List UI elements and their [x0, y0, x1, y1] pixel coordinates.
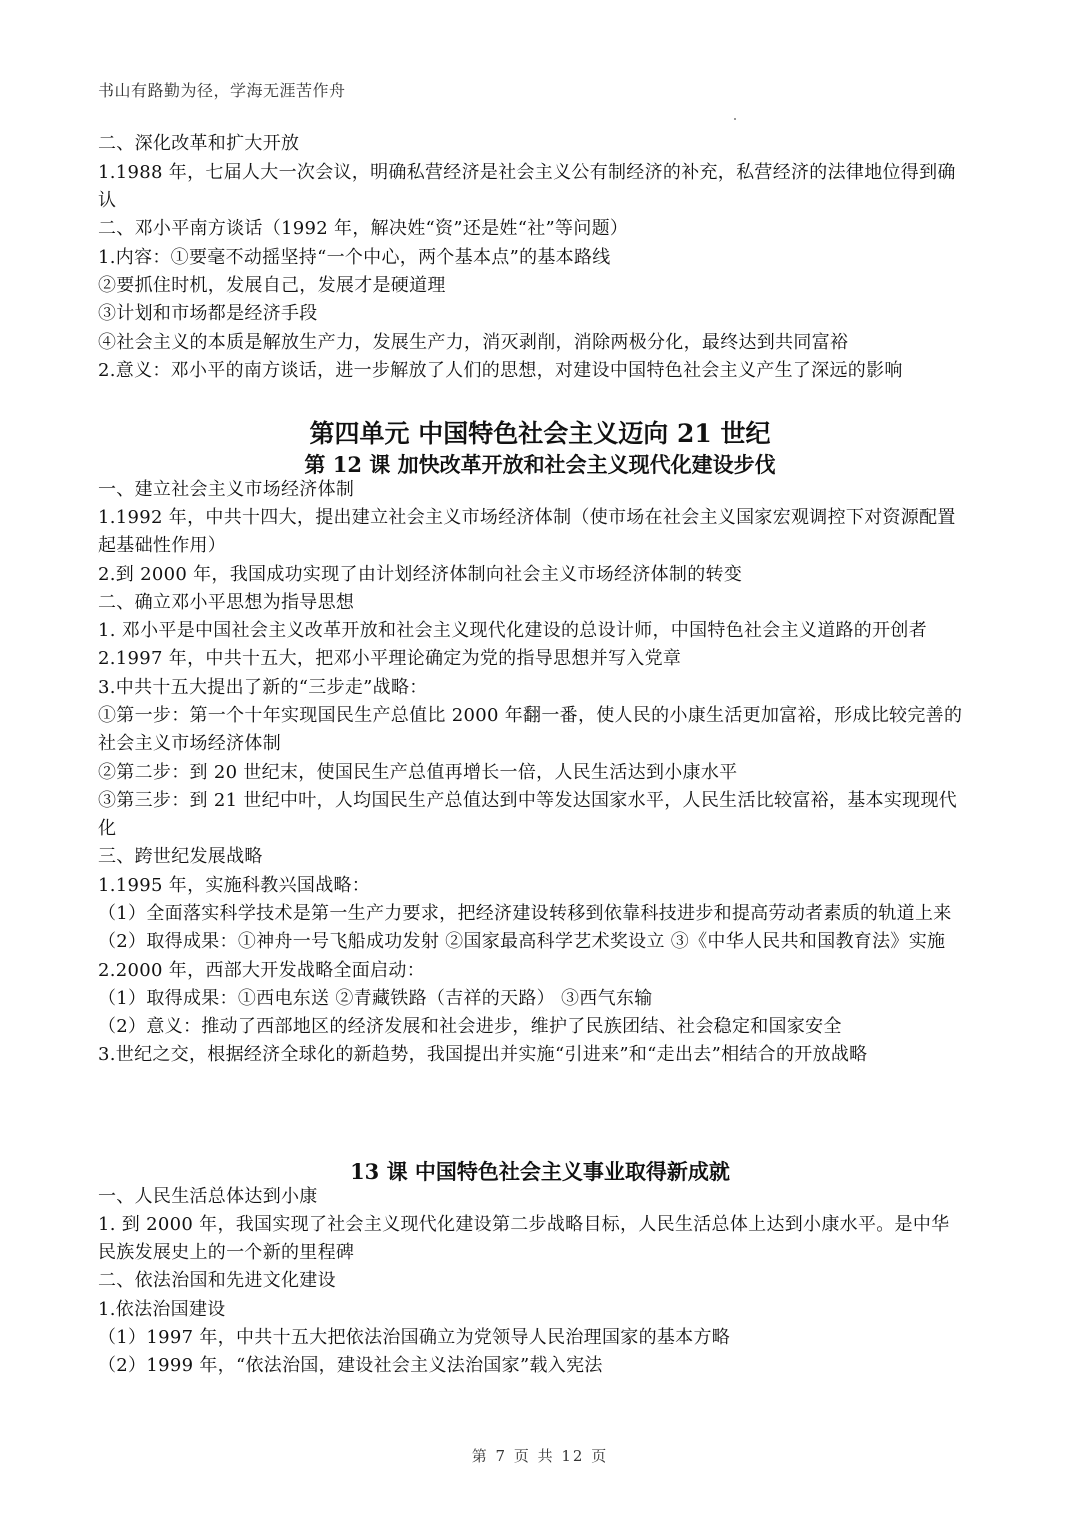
text-line: 3.中共十五大提出了新的“三步走”战略： — [98, 677, 428, 698]
text-line: （2）1999 年，“依法治国，建设社会主义法治国家”载入宪法 — [98, 1355, 603, 1376]
text-line: 3.世纪之交，根据经济全球化的新趋势，我国提出并实施“引进来”和“走出去”相结合的开放战略 — [98, 1044, 868, 1065]
text-line: 起基础性作用） — [98, 535, 227, 556]
lesson-12-title: 第 12 课 加快改革开放和社会主义现代化建设步伐 — [304, 452, 776, 477]
text-line: 1. 邓小平是中国社会主义改革开放和社会主义现代化建设的总设计师，中国特色社会主义道路的开创者 — [98, 620, 927, 641]
section-heading-south-talk: 二、邓小平南方谈话（1992 年，解决姓“资”还是姓“社”等问题） — [98, 218, 629, 239]
section-heading: 一、人民生活总体达到小康 — [98, 1186, 318, 1207]
text-line: 2.到 2000 年，我国成功实现了由计划经济体制向社会主义市场经济体制的转变 — [98, 564, 743, 585]
unit-title: 第四单元 中国特色社会主义迈向 21 世纪 — [309, 419, 771, 448]
lesson-13-title: 13 课 中国特色社会主义事业取得新成就 — [350, 1159, 730, 1184]
text-line: 民族发展史上的一个新的里程碑 — [98, 1242, 355, 1263]
text-line: 1.内容：①要毫不动摇坚持“一个中心，两个基本点”的基本路线 — [98, 247, 611, 268]
text-line: 1. 到 2000 年，我国实现了社会主义现代化建设第二步战略目标，人民生活总体上达到小康水平。是中华 — [98, 1214, 950, 1235]
text-line: ②第二步：到 20 世纪末，使国民生产总值再增长一倍，人民生活达到小康水平 — [98, 762, 738, 783]
text-line: 化 — [98, 818, 117, 839]
text-line: ③第三步：到 21 世纪中叶，人均国民生产总值达到中等发达国家水平，人民生活比较富裕，基本实现现代 — [98, 790, 958, 811]
text-line: 社会主义市场经济体制 — [98, 733, 281, 754]
page-number: 第 7 页 共 12 页 — [471, 1447, 609, 1465]
text-line: （1）全面落实科学技术是第一生产力要求，把经济建设转移到依靠科技进步和提高劳动者素质的轨道上来 — [98, 903, 952, 924]
section-heading: 一、建立社会主义市场经济体制 — [98, 479, 355, 500]
text-line: ②要抓住时机，发展自己，发展才是硬道理 — [98, 275, 446, 296]
text-line: 2.2000 年，西部大开发战略全面启动： — [98, 960, 426, 981]
text-line: 2.意义：邓小平的南方谈话，进一步解放了人们的思想，对建设中国特色社会主义产生了深远的影响 — [98, 360, 903, 381]
text-line: 1.1995 年，实施科教兴国战略： — [98, 875, 371, 896]
text-line: （1）取得成果：①西电东送 ②青藏铁路（吉祥的天路） ③西气东输 — [98, 988, 653, 1009]
section-heading: 二、确立邓小平思想为指导思想 — [98, 592, 355, 613]
scan-speck — [734, 118, 736, 120]
section-heading: 三、跨世纪发展战略 — [98, 846, 263, 867]
header-motto: 书山有路勤为径，学海无涯苦作舟 — [98, 81, 346, 100]
text-line: 认 — [98, 190, 117, 211]
text-line: （2）意义：推动了西部地区的经济发展和社会进步，维护了民族团结、社会稳定和国家安全 — [98, 1016, 842, 1037]
text-line: 2.1997 年，中共十五大，把邓小平理论确定为党的指导思想并写入党章 — [98, 648, 682, 669]
text-line: 1.1992 年，中共十四大，提出建立社会主义市场经济体制（使市场在社会主义国家宏观调控下对资源配置 — [98, 507, 956, 528]
text-line: ①第一步：第一个十年实现国民生产总值比 2000 年翻一番，使人民的小康生活更加富裕，形成比较完善的 — [98, 705, 963, 726]
text-line: 1.1988 年，七届人大一次会议，明确私营经济是社会主义公有制经济的补充，私营经济的法律地位得到确 — [98, 162, 956, 183]
text-line: 1.依法治国建设 — [98, 1299, 226, 1320]
text-line: （2）取得成果：①神舟一号飞船成功发射 ②国家最高科学艺术奖设立 ③《中华人民共和国教育法》实施 — [98, 931, 946, 952]
section-heading: 二、依法治国和先进文化建设 — [98, 1270, 336, 1291]
text-line: （1）1997 年，中共十五大把依法治国确立为党领导人民治理国家的基本方略 — [98, 1327, 731, 1348]
text-line: ③计划和市场都是经济手段 — [98, 303, 318, 324]
text-line: ④社会主义的本质是解放生产力，发展生产力，消灭剥削，消除两极分化，最终达到共同富裕 — [98, 332, 849, 353]
section-heading-reform: 二、深化改革和扩大开放 — [98, 133, 300, 154]
